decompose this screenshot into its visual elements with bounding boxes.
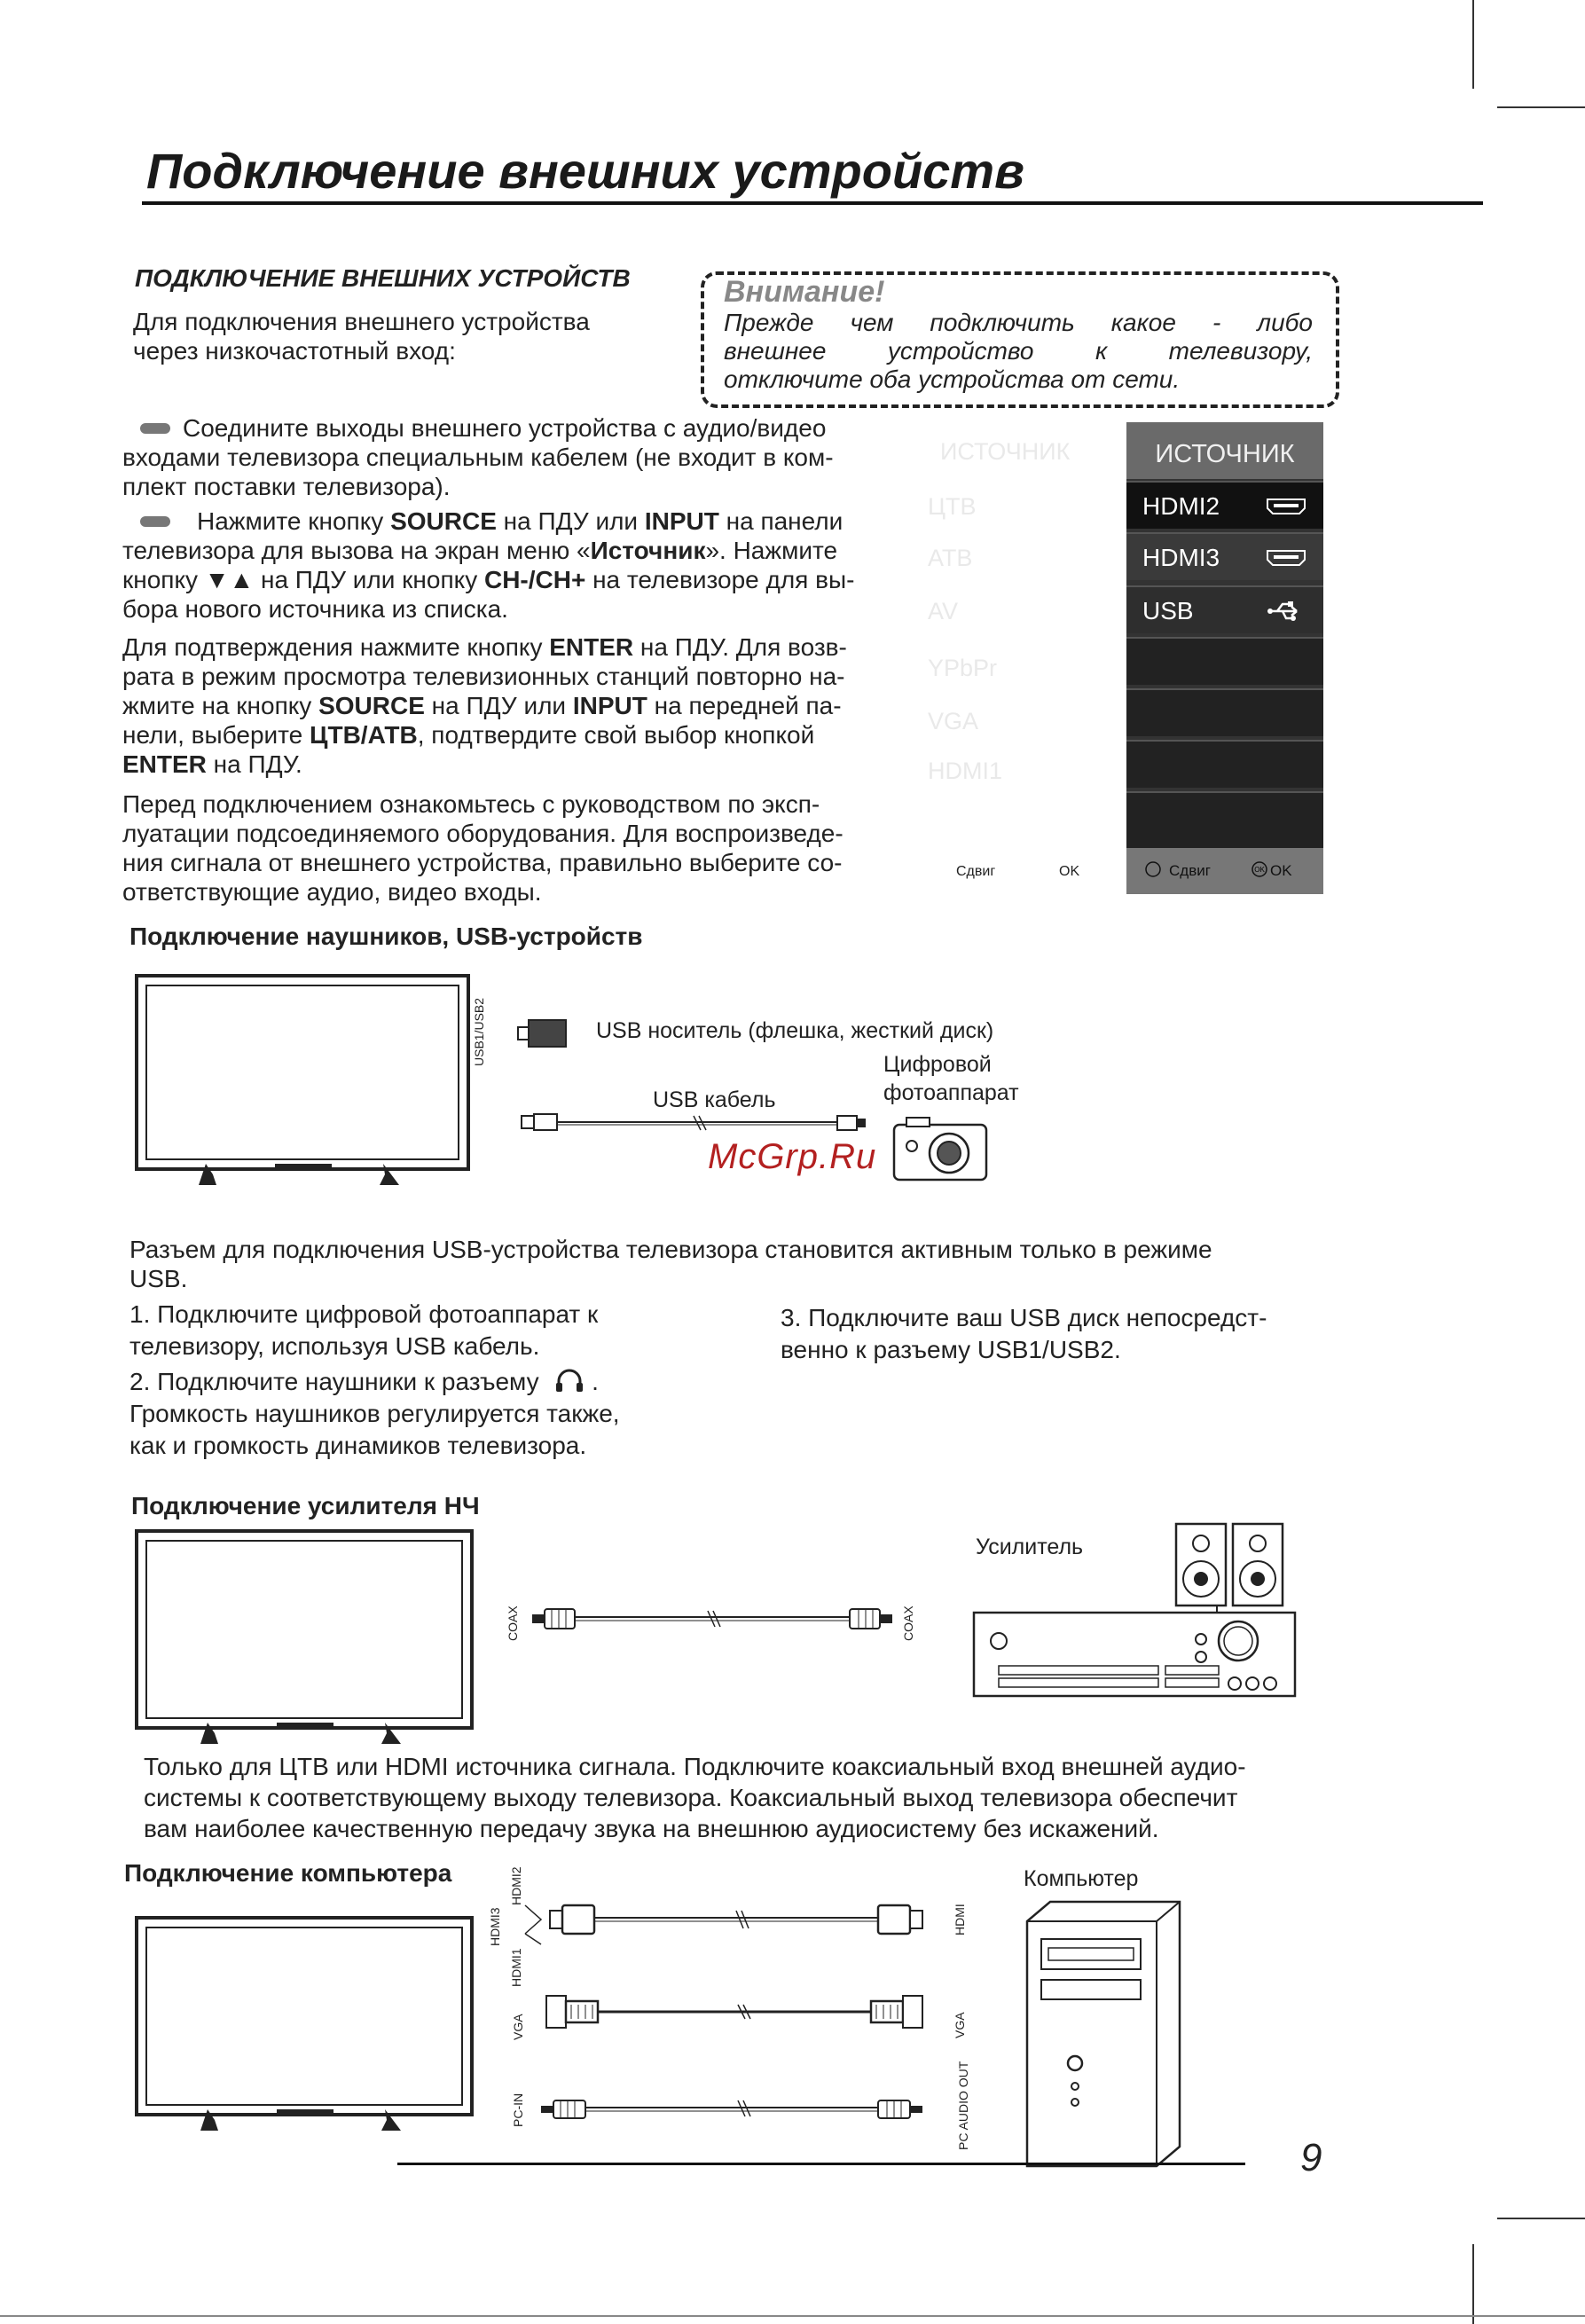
text: на ПДУ. Для возв-: [633, 633, 847, 661]
intro-line: Для подключения внешнего устройства: [133, 308, 590, 335]
usb-step-line: Громкость наушников регулируется также,: [129, 1400, 620, 1427]
instruction-line: рата в режим просмотра телевизионных станций повторно на-: [122, 663, 845, 690]
page-number: 9: [1300, 2136, 1322, 2179]
computer-icon: [1024, 1898, 1183, 2170]
amp-note-line: Только для ЦТВ или HDMI источника сигнала. Подключите коаксиальный вход внешней аудио-: [144, 1753, 1246, 1780]
ghost-menu-item: YPbPr: [928, 655, 998, 681]
tv-stand-icon: [199, 2108, 412, 2134]
text: жмите на кнопку: [122, 692, 319, 719]
usb-step-line: 2. Подключите наушники к разъему: [129, 1368, 539, 1395]
hdmi-icon: [1267, 499, 1306, 514]
mode-name: ЦТВ/АТВ: [310, 721, 418, 749]
amp-note-line: вам наиболее качественную передачу звука на внешнюю аудиосистему без искажений.: [144, 1815, 1159, 1842]
text: на панели: [718, 507, 844, 535]
key-name: SOURCE: [390, 507, 497, 535]
coax-label-amp: COAX: [901, 1606, 915, 1641]
key-name: INPUT: [572, 692, 647, 719]
usb-port-label: USB1/USB2: [472, 997, 486, 1066]
port-label-hdmi3: HDMI3: [488, 1907, 502, 1946]
menu-item-empty: [1126, 791, 1323, 848]
footer-move-label: Сдвиг: [1169, 862, 1211, 879]
port-label-vga: VGA: [511, 2014, 525, 2040]
camera-icon: [891, 1112, 990, 1183]
pc-section-heading: Подключение компьютера: [124, 1859, 452, 1887]
text: , подтвердите свой выбор кнопкой: [417, 721, 815, 749]
key-name: CH-/CH+: [483, 566, 586, 593]
move-icon: [1144, 860, 1162, 878]
usb-note-line: Разъем для подключения USB-устройства телевизора становится активным только в режиме: [129, 1236, 1212, 1263]
page-edge: [0, 2315, 1585, 2317]
pc-port-vga: VGA: [953, 2012, 967, 2038]
menu-item-empty: [1126, 740, 1323, 788]
coax-label-tv: COAX: [506, 1606, 520, 1641]
menu-item-empty: [1126, 688, 1323, 736]
tv-stand-icon: [199, 1721, 412, 1747]
pc-port-audio: PC AUDIO OUT: [956, 2061, 970, 2150]
usb-section-heading: Подключение наушников, USB-устройств: [129, 923, 643, 950]
headphones-icon: [554, 1367, 585, 1394]
amp-section-heading: Подключение усилителя НЧ: [131, 1492, 480, 1519]
usb-step-line: как и громкость динамиков телевизора.: [129, 1432, 587, 1459]
usb-step-line: 1. Подключите цифровой фотоаппарат к: [129, 1300, 599, 1328]
usb-step-line: венно к разъему USB1/USB2.: [781, 1336, 1121, 1363]
text: нели, выберите: [122, 721, 310, 749]
usb-icon: [1267, 600, 1302, 623]
ghost-menu-item: ЦТВ: [928, 493, 977, 520]
watermark: McGrp.Ru: [708, 1137, 877, 1176]
bullet-icon: [140, 423, 170, 434]
instruction-line: ответствующие аудио, видео входы.: [122, 878, 542, 906]
key-name: ENTER: [549, 633, 634, 661]
port-label-pc-in: PC-IN: [511, 2092, 525, 2127]
amp-note: [144, 1751, 1246, 1844]
usb-note-line: USB.: [129, 1265, 188, 1292]
text: на телевизоре для вы-: [585, 566, 855, 593]
ghost-menu-item: АТВ: [928, 545, 973, 571]
instruction-line: бора нового источника из списка.: [122, 595, 508, 623]
text: на передней па-: [647, 692, 842, 719]
instruction-line: Перед подключением ознакомьтесь с руководством по эксп-: [122, 790, 820, 818]
crop-mark: [1472, 0, 1474, 89]
text: кнопку ▼▲ на ПДУ или кнопку: [122, 566, 484, 593]
coax-cable-icon: [530, 1604, 894, 1634]
warning-line: отключите оба устройства от сети.: [724, 365, 1181, 393]
camera-label: [883, 1050, 1019, 1107]
tv-illustration: [135, 1529, 474, 1730]
bullet-icon: [140, 516, 170, 527]
ghost-menu-item: VGA: [928, 708, 979, 734]
instruction-line: Соедините выходы внешнего устройства с аудио/видео: [183, 414, 827, 442]
crop-mark: [1472, 2244, 1474, 2324]
ok-icon: [1251, 860, 1268, 878]
key-name: INPUT: [644, 507, 719, 535]
usb-note: [129, 1235, 1212, 1293]
text: ». Нажмите: [705, 537, 838, 564]
usb-cable-icon: [520, 1112, 875, 1134]
title-rule: [142, 201, 1483, 205]
camera-label-line: фотоаппарат: [883, 1080, 1019, 1105]
usb-stick-label: USB носитель (флешка, жесткий диск): [596, 1018, 994, 1043]
instructions: [122, 413, 903, 907]
warning-line: Прежде чем подключить какое - либо: [724, 309, 1313, 336]
menu-item-hdmi3[interactable]: [1126, 532, 1323, 580]
ghost-menu-title: ИСТОЧНИК: [940, 438, 1071, 465]
ghost-menu-item: AV: [928, 598, 959, 624]
warning-title: Внимание!: [724, 275, 885, 309]
pc-port-hdmi: HDMI: [953, 1904, 967, 1935]
instruction-line: луатации подсоединяемого оборудования. Для воспроизведе-: [122, 820, 844, 847]
instruction-line: ния сигнала от внешнего устройства, правильно выберите со-: [122, 849, 843, 876]
ghost-foot-move: Сдвиг: [956, 864, 996, 879]
instruction-line: входами телевизора специальным кабелем (не входит в ком-: [122, 444, 834, 471]
svg-text:OK: OK: [1254, 866, 1265, 874]
usb-steps-left: 1. Подключите цифровой фотоаппарат к телевизору, используя USB кабель. 2. Подключите наушники к разъему . Громкость наушников регулируется также, как и громкость динамиков телевизора.: [129, 1299, 620, 1462]
menu-item-label: HDMI2: [1142, 492, 1220, 520]
footer-ok-label: OK: [1270, 862, 1292, 879]
intro-text: [133, 307, 590, 365]
tv-stand-icon: [197, 1162, 410, 1189]
section-heading: ПОДКЛЮЧЕНИЕ ВНЕШНИХ УСТРОЙСТВ: [135, 264, 631, 292]
text: на ПДУ или: [496, 507, 645, 535]
key-name: SOURCE: [318, 692, 425, 719]
page-title: Подключение внешних устройств: [146, 143, 1024, 199]
menu-item-hdmi2[interactable]: [1126, 481, 1323, 529]
port-label-hdmi2: HDMI2: [509, 1866, 523, 1905]
usb-steps-right: [781, 1302, 1267, 1366]
menu-name: Источник: [590, 537, 706, 564]
menu-item-label: HDMI3: [1142, 544, 1220, 571]
tv-illustration: [135, 1916, 474, 2116]
warning-text: [724, 309, 1313, 394]
hdmi-icon: [1267, 550, 1306, 566]
tv-illustration: [135, 974, 470, 1171]
instruction-line: плект поставки телевизора).: [122, 473, 451, 500]
crop-mark: [1497, 2218, 1585, 2219]
key-name: ENTER: [122, 750, 207, 778]
intro-line: через низкочастотный вход:: [133, 337, 456, 365]
camera-label-line: Цифровой: [883, 1052, 992, 1077]
usb-stick-icon: [516, 1018, 569, 1048]
usb-step-line: телевизору, используя USB кабель.: [129, 1332, 540, 1360]
pc-label: Компьютер: [1024, 1866, 1139, 1891]
menu-item-label: USB: [1142, 597, 1194, 624]
menu-item-usb[interactable]: [1126, 585, 1323, 633]
warning-line: внешнее устройство к телевизору,: [724, 337, 1313, 365]
text: на ПДУ.: [206, 750, 302, 778]
amp-note-line: системы к соответствующему выходу телевизора. Коаксиальный выход телевизора обеспечит: [144, 1784, 1238, 1811]
menu-item-empty: [1126, 637, 1323, 685]
text: Для подтверждения нажмите кнопку: [122, 633, 550, 661]
footer-rule: [397, 2163, 1245, 2165]
source-menu-footer: [1126, 848, 1323, 894]
usb-cable-label: USB кабель: [653, 1087, 776, 1112]
text: на ПДУ или: [424, 692, 573, 719]
amp-label: Усилитель: [976, 1535, 1084, 1559]
ghost-foot-ok: OK: [1059, 864, 1080, 879]
text: Нажмите кнопку: [197, 507, 391, 535]
source-menu-title: ИСТОЧНИК: [1126, 422, 1323, 479]
crop-mark: [1497, 106, 1585, 108]
usb-step-line: 3. Подключите ваш USB диск непосредст-: [781, 1304, 1267, 1331]
ghost-menu-item: HDMI1: [928, 758, 1003, 784]
pc-cables-icon: [523, 1895, 940, 2161]
text: телевизора для вызова на экран меню «: [122, 537, 591, 564]
port-label-hdmi1: HDMI1: [509, 1948, 523, 1987]
amplifier-icon: [972, 1522, 1297, 1707]
